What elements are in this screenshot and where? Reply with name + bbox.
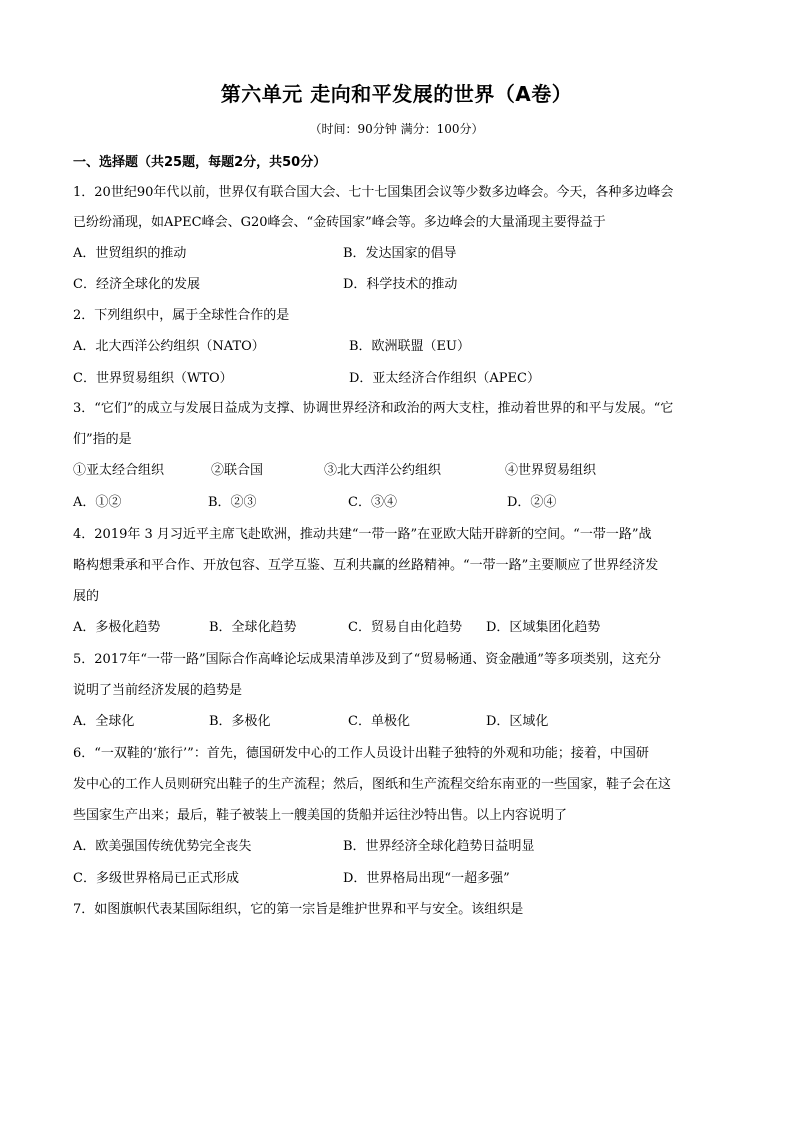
question-3-item-3: ③北大西洋公约组织 [324,463,442,478]
question-7-stem: 7．如图旗帜代表某国际组织，它的第一宗旨是维护世界和平与安全。该组织是 [73,902,524,917]
question-3-stem-line-1: 3．“它们”的成立与发展日益成为支撑、协调世界经济和政治的两大支柱，推动着世界的和平与发展。“它 [73,401,674,416]
question-1-option-a: A．世贸组织的推动 [73,246,187,261]
exam-time-info: （时间：90分钟 满分：100分） [309,122,484,136]
question-1-option-d: D．科学技术的推动 [343,277,458,292]
question-4-stem-line-3: 展的 [73,589,100,604]
question-6-option-d: D．世界格局出现“一超多强” [343,871,510,886]
question-4-stem-line-2: 略构想秉承和平合作、开放包容、互学互鉴、互利共赢的丝路精神。“一带一路”主要顺应了世界经济发 [73,558,659,573]
question-2-stem: 2．下列组织中，属于全球性合作的是 [73,308,290,323]
question-3-option-c: C．③④ [348,495,397,510]
question-2-option-a: A．北大西洋公约组织（NATO） [73,339,265,354]
question-3-item-1: ①亚太经合组织 [73,463,165,478]
question-6-option-a: A．欧美强国传统优势完全丧失 [73,839,252,854]
question-5-option-a: A．全球化 [73,714,135,729]
question-6-option-c: C．多级世界格局已正式形成 [73,871,239,886]
question-4-option-c: C．贸易自由化趋势 [348,620,462,635]
question-5-option-d: D．区域化 [486,714,549,729]
question-2-option-d: D．亚太经济合作组织（APEC） [349,371,540,386]
question-3-item-4: ④世界贸易组织 [505,463,597,478]
question-2-option-c: C．世界贸易组织（WTO） [73,371,233,386]
question-6-option-b: B．世界经济全球化趋势日益明显 [343,839,535,854]
question-5-option-b: B．多极化 [209,714,271,729]
question-6-stem-line-2: 发中心的工作人员则研究出鞋子的生产流程；然后，图纸和生产流程交给东南亚的一些国家，鞋子会在这 [73,777,672,792]
question-1-stem-line-1: 1．20世纪90年代以前，世界仅有联合国大会、七十七国集团会议等少数多边峰会。今天，各种多边峰会 [73,185,674,200]
question-3-option-b: B．②③ [208,495,257,510]
question-5-option-c: C．单极化 [348,714,410,729]
page-title: 第六单元 走向和平发展的世界（A卷） [220,82,573,106]
question-6-stem-line-1: 6．“一双鞋的‘旅行’”：首先，德国研发中心的工作人员设计出鞋子独特的外观和功能；接着，中国研 [73,746,649,761]
section-heading: 一、选择题（共25题，每题2分，共50分） [73,155,327,170]
question-1-option-c: C．经济全球化的发展 [73,277,200,292]
question-3-option-d: D．②④ [507,495,557,510]
question-3-stem-line-2: 们”指的是 [73,432,132,447]
question-5-stem-line-2: 说明了当前经济发展的趋势是 [73,683,243,698]
question-6-stem-line-3: 些国家生产出来；最后，鞋子被装上一艘美国的货船并运往沙特出售。以上内容说明了 [73,808,568,823]
question-5-stem-line-1: 5．2017年“一带一路”国际合作高峰论坛成果清单涉及到了“贸易畅通、资金融通”等多项类别，这充分 [73,652,661,667]
question-1-option-b: B．发达国家的倡导 [343,246,457,261]
question-3-option-a: A．①② [73,495,122,510]
question-2-option-b: B．欧洲联盟（EU） [349,339,470,354]
question-1-stem-line-2: 已纷纷涌现，如APEC峰会、G20峰会、“金砖国家”峰会等。多边峰会的大量涌现主要得益于 [73,215,606,230]
question-4-option-d: D．区域集团化趋势 [486,620,601,635]
question-4-stem-line-1: 4．2019年 3 月习近平主席飞赴欧洲，推动共建“一带一路”在亚欧大陆开辟新的空间。“一带一路”战 [73,527,652,542]
question-4-option-a: A．多极化趋势 [73,620,161,635]
question-3-item-2: ②联合国 [211,463,264,478]
question-4-option-b: B．全球化趋势 [209,620,297,635]
